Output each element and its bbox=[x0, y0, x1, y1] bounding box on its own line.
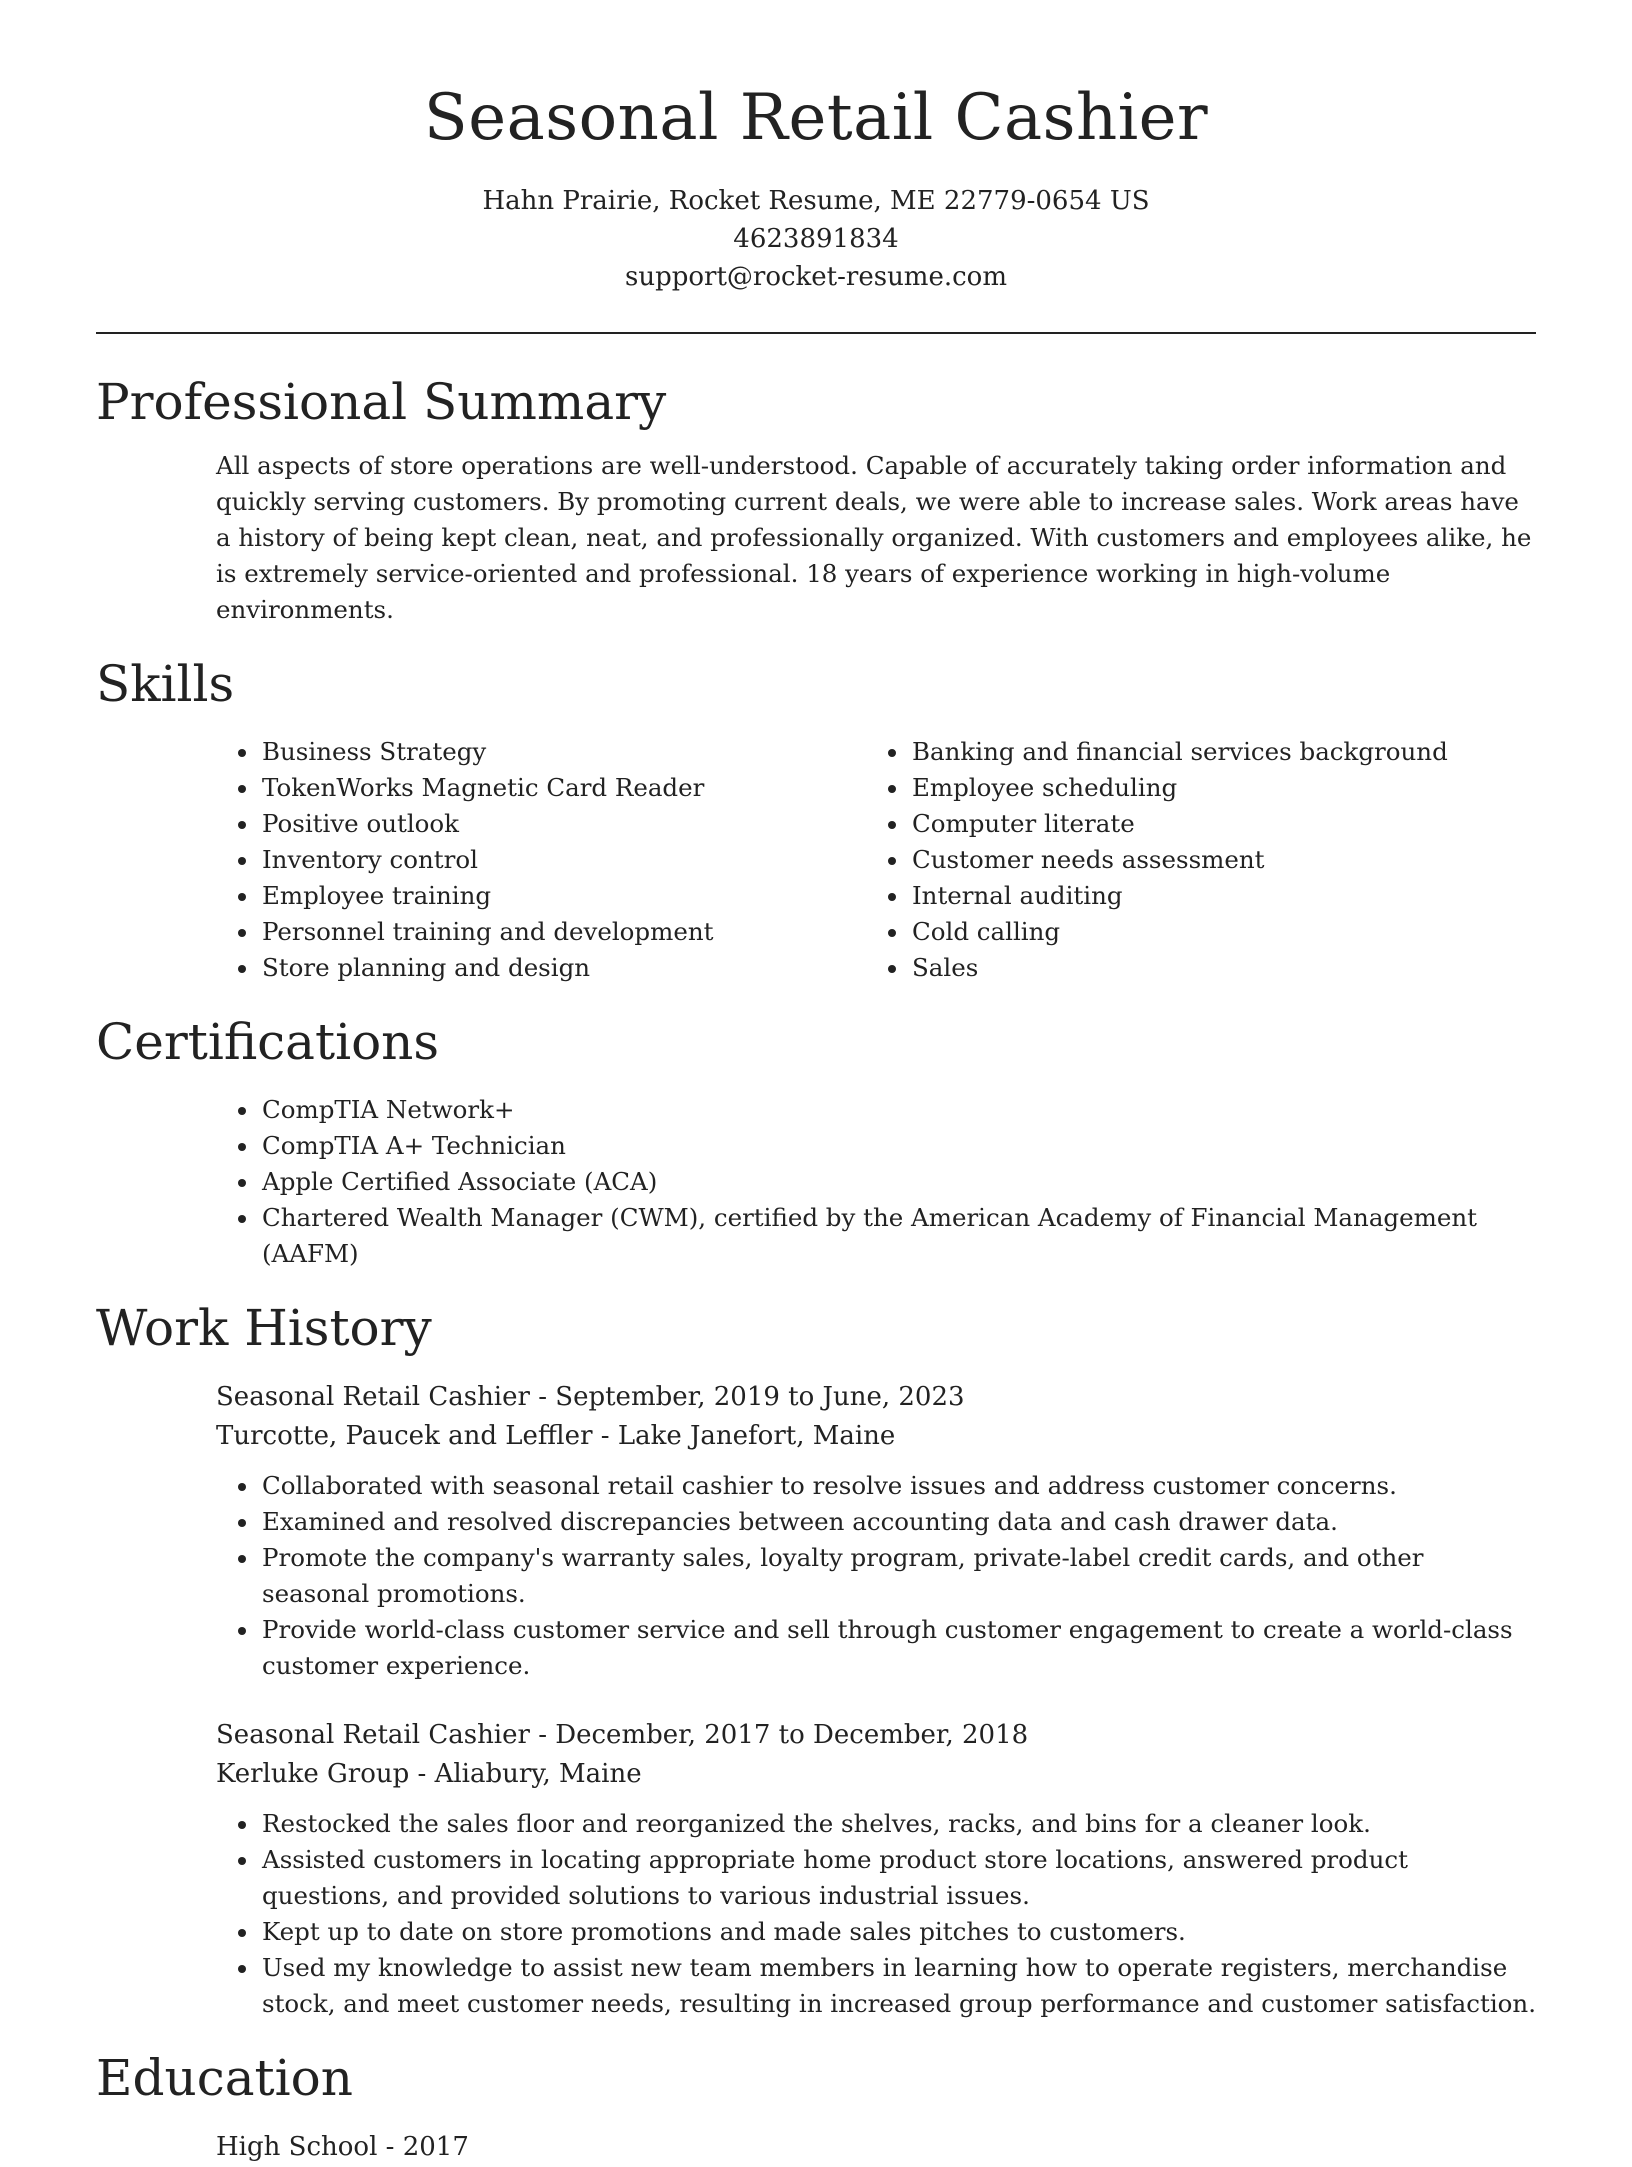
certifications-heading: Certifications bbox=[96, 1012, 440, 1071]
skill-item: • Business Strategy bbox=[260, 734, 910, 770]
contact-phone: 4623891834 bbox=[733, 223, 899, 254]
skill-item: • Personnel training and development bbox=[260, 914, 910, 950]
job-company-line bbox=[216, 1755, 1536, 1794]
skill-item: • Inventory control bbox=[260, 842, 910, 878]
job-dates: - December, 2017 to December, 2018 bbox=[529, 1719, 1029, 1750]
candidate-name: Seasonal Retail Cashier bbox=[423, 81, 1209, 155]
job-bullet: • Restocked the sales floor and reorganized the shelves, racks, and bins for a cleaner look. bbox=[260, 1806, 1536, 1842]
skill-item: • Positive outlook bbox=[260, 806, 910, 842]
job-company: Turcotte, Paucek and Leffler bbox=[216, 1420, 593, 1451]
skill-item: • Computer literate bbox=[910, 806, 1610, 842]
skill-item: • Store planning and design bbox=[260, 950, 910, 986]
education-entry bbox=[216, 2128, 1536, 2167]
job-bullet: • Promote the company's warranty sales, loyalty program, private-label credit cards, and other seasonal promotions. bbox=[260, 1540, 1536, 1612]
job-company: Kerluke Group bbox=[216, 1758, 410, 1789]
skills-list-right bbox=[910, 734, 1610, 986]
job-bullet: • Kept up to date on store promotions and made sales pitches to customers. bbox=[260, 1914, 1536, 1950]
job-bullet: • Assisted customers in locating appropriate home product store locations, answered product questions, and provided solutions to various industrial issues. bbox=[260, 1842, 1536, 1914]
work-history-heading: Work History bbox=[96, 1298, 432, 1357]
job-bullet: • Collaborated with seasonal retail cashier to resolve issues and address customer concerns. bbox=[260, 1468, 1536, 1504]
skills-heading: Skills bbox=[96, 654, 235, 713]
certifications-section bbox=[96, 1012, 1536, 1272]
job-location: - Lake Janefort, Maine bbox=[592, 1420, 896, 1451]
certification-item: • Apple Certified Associate (ACA) bbox=[260, 1164, 1536, 1200]
job-entry bbox=[216, 1378, 1536, 1684]
job-title-line bbox=[216, 1716, 1536, 1755]
summary-text: All aspects of store operations are well-understood. Capable of accurately taking order information and quickly serving customers. By promoting current deals, we were able to increase sales. Work areas have a history of being kept clean, neat, and professionally organized. With customers and employees alike, he is extremely service-oriented and professional. 18 years of experience working in high-volume environments. bbox=[216, 450, 1532, 624]
skills-list-left bbox=[96, 734, 910, 986]
skill-item: • Employee training bbox=[260, 878, 910, 914]
certification-item: • CompTIA Network+ bbox=[260, 1092, 1536, 1128]
job-bullet: • Examined and resolved discrepancies between accounting data and cash drawer data. bbox=[260, 1504, 1536, 1540]
resume-header bbox=[96, 0, 1536, 296]
skill-item: • Sales bbox=[910, 950, 1610, 986]
job-bullets bbox=[216, 1468, 1536, 1684]
skills-section bbox=[96, 654, 1536, 986]
job-title-line bbox=[216, 1378, 1536, 1417]
skill-item: • Customer needs assessment bbox=[910, 842, 1610, 878]
skill-item: • Banking and financial services background bbox=[910, 734, 1610, 770]
education-year: - 2017 bbox=[377, 2131, 469, 2162]
certification-item: • CompTIA A+ Technician bbox=[260, 1128, 1536, 1164]
job-bullet: • Provide world-class customer service and sell through customer engagement to create a world-class customer experience. bbox=[260, 1612, 1536, 1684]
job-location: - Aliabury, Maine bbox=[409, 1758, 642, 1789]
certification-item: • Chartered Wealth Manager (CWM), certified by the American Academy of Financial Management (AAFM) bbox=[260, 1200, 1536, 1272]
summary-heading: Professional Summary bbox=[96, 372, 667, 431]
job-title: Seasonal Retail Cashier bbox=[216, 1381, 530, 1412]
summary-section bbox=[96, 372, 1536, 628]
contact-email: support@rocket-resume.com bbox=[624, 261, 1007, 292]
contact-info bbox=[96, 182, 1536, 296]
certifications-list bbox=[96, 1092, 1536, 1272]
work-history-section bbox=[96, 1298, 1536, 2022]
job-title: Seasonal Retail Cashier bbox=[216, 1719, 530, 1750]
contact-address: Hahn Prairie, Rocket Resume, ME 22779-0654 US bbox=[482, 185, 1150, 216]
job-company-line bbox=[216, 1417, 1536, 1456]
education-heading: Education bbox=[96, 2048, 353, 2107]
education-section bbox=[96, 2048, 1536, 2167]
job-dates: - September, 2019 to June, 2023 bbox=[529, 1381, 965, 1412]
skill-item: • TokenWorks Magnetic Card Reader bbox=[260, 770, 910, 806]
education-degree: High School bbox=[216, 2131, 378, 2162]
skill-item: • Internal auditing bbox=[910, 878, 1610, 914]
skill-item: • Employee scheduling bbox=[910, 770, 1610, 806]
skill-item: • Cold calling bbox=[910, 914, 1610, 950]
header-divider bbox=[96, 332, 1536, 334]
job-entry bbox=[216, 1716, 1536, 2022]
job-bullets bbox=[216, 1806, 1536, 2022]
skills-columns bbox=[96, 734, 1536, 986]
job-bullet: • Used my knowledge to assist new team members in learning how to operate registers, merchandise stock, and meet customer needs, resulting in increased group performance and customer satisfaction. bbox=[260, 1950, 1536, 2022]
